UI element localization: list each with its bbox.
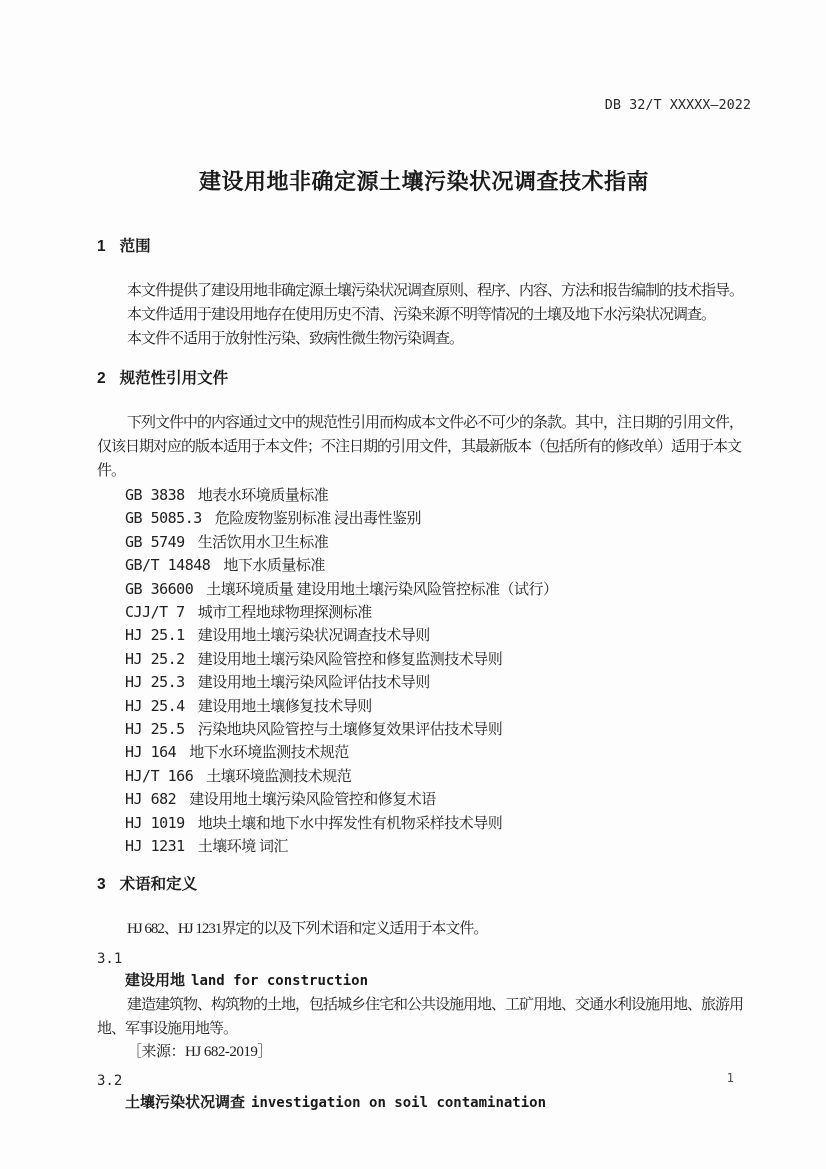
scope-paragraph: 本文件不适用于放射性污染、致病性微生物污染调查。 (127, 331, 464, 347)
section-3-title: 术语和定义 (119, 875, 198, 893)
reference-title: 地表水环境质量标准 (197, 488, 329, 504)
reference-item (125, 835, 751, 858)
term-chinese: 土壤污染状况调查 (125, 1093, 246, 1111)
reference-code: GB 3838 (125, 486, 185, 504)
reference-title: 生活饮用水卫生标准 (197, 534, 329, 551)
reference-item (125, 507, 751, 530)
reference-item (125, 718, 751, 741)
reference-title: 地下水环境监测技术规范 (189, 745, 349, 762)
term-name (97, 1092, 751, 1114)
reference-item (125, 695, 751, 718)
term-english: land for construction (191, 972, 369, 989)
reference-code: HJ 164 (125, 743, 177, 762)
reference-title: 建设用地土壤污染风险管控和修复监测技术导则 (197, 651, 503, 668)
term-english: investigation on soil contamination (251, 1094, 547, 1111)
term-definition: 建造建筑物、构筑物的土地，包括城乡住宅和公共设施用地、工矿用地、交通水利设施用地、旅游用地、军事设施用地等。 (97, 996, 744, 1037)
term-entries (97, 948, 751, 1114)
term-name (97, 970, 751, 992)
reference-list (97, 484, 751, 859)
scope-paragraph: 本文件提供了建设用地非确定源土壤污染状况调查原则、程序、内容、方法和报告编制的技术指导。 (127, 283, 744, 299)
reference-code: GB 36600 (125, 579, 194, 598)
reference-title: 地下水质量标准 (223, 558, 325, 575)
term-number: 3.1 (97, 950, 123, 967)
term-number: 3.2 (97, 1072, 123, 1089)
reference-code: HJ 25.4 (125, 696, 185, 715)
section-2-number: 2 (97, 370, 106, 387)
reference-code: HJ/T 166 (125, 766, 194, 785)
section-3-number: 3 (97, 875, 106, 893)
reference-item (125, 554, 751, 577)
section-1-heading (97, 236, 751, 258)
reference-title: 土壤环境质量 建设用地土壤污染风险管控标准（试行） (206, 581, 558, 598)
reference-item (125, 601, 751, 624)
reference-item (125, 624, 751, 647)
reference-title: 建设用地土壤污染风险评估技术导则 (197, 675, 430, 692)
term-source: ［来源：HJ 682-2019］ (127, 1043, 272, 1060)
page-number: 1 (726, 1070, 734, 1085)
reference-item (125, 788, 751, 811)
reference-item (125, 648, 751, 671)
section-1-number: 1 (97, 238, 106, 255)
standard-number: DB 32/T XXXXX—2022 (604, 97, 751, 113)
document-title: 建设用地非确定源土壤污染状况调查技术指南 (198, 169, 649, 194)
document-header (97, 96, 751, 114)
reference-code: HJ 1019 (125, 813, 185, 832)
reference-item (125, 531, 751, 554)
reference-item (125, 765, 751, 788)
section-3-heading (97, 874, 751, 896)
reference-item (125, 671, 751, 694)
terms-intro: HJ 682、HJ 1231界定的以及下列术语和定义适用于本文件。 (127, 920, 488, 937)
reference-title: 土壤环境 词汇 (197, 839, 288, 856)
reference-code: GB/T 14848 (125, 556, 211, 575)
reference-title: 城市工程地球物理探测标准 (197, 605, 372, 622)
section-scope (97, 236, 751, 351)
reference-code: GB 5749 (125, 532, 185, 551)
scope-paragraph: 本文件适用于建设用地存在使用历史不清、污染来源不明等情况的土壤及地下水污染状况调查。 (127, 307, 716, 323)
reference-title: 土壤环境监测技术规范 (206, 768, 352, 785)
section-2-heading (97, 368, 751, 390)
reference-title: 建设用地土壤污染状况调查技术导则 (197, 628, 430, 645)
term-chinese: 建设用地 (125, 971, 186, 989)
reference-item (125, 578, 751, 601)
reference-item (125, 484, 751, 507)
reference-code: GB 5085.3 (125, 509, 202, 528)
reference-title: 建设用地土壤修复技术导则 (197, 698, 372, 715)
reference-code: CJJ/T 7 (125, 603, 185, 622)
reference-title: 地块土壤和地下水中挥发性有机物采样技术导则 (197, 815, 503, 832)
section-1-title: 范围 (119, 238, 151, 255)
reference-code: HJ 25.3 (125, 673, 185, 692)
reference-item (125, 741, 751, 764)
reference-title: 建设用地土壤污染风险管控和修复术语 (189, 792, 436, 809)
reference-code: HJ 1231 (125, 837, 185, 856)
section-2-title: 规范性引用文件 (119, 370, 229, 387)
reference-title: 危险废物鉴别标准 浸出毒性鉴别 (214, 511, 422, 528)
reference-title: 污染地块风险管控与土壤修复效果评估技术导则 (197, 722, 503, 739)
reference-code: HJ 682 (125, 790, 177, 809)
references-intro: 下列文件中的内容通过文中的规范性引用而构成本文件必不可少的条款。其中，注日期的引用文件，仅该日期对应的版本适用于本文件；不注日期的引用文件，其最新版本（包括所有的修改单）适用于本文件。 (97, 415, 744, 479)
section-terms-definitions (97, 874, 751, 1114)
reference-code: HJ 25.1 (125, 626, 185, 645)
section-normative-references (97, 368, 751, 859)
reference-code: HJ 25.5 (125, 720, 185, 739)
reference-code: HJ 25.2 (125, 649, 185, 668)
reference-item (125, 812, 751, 835)
